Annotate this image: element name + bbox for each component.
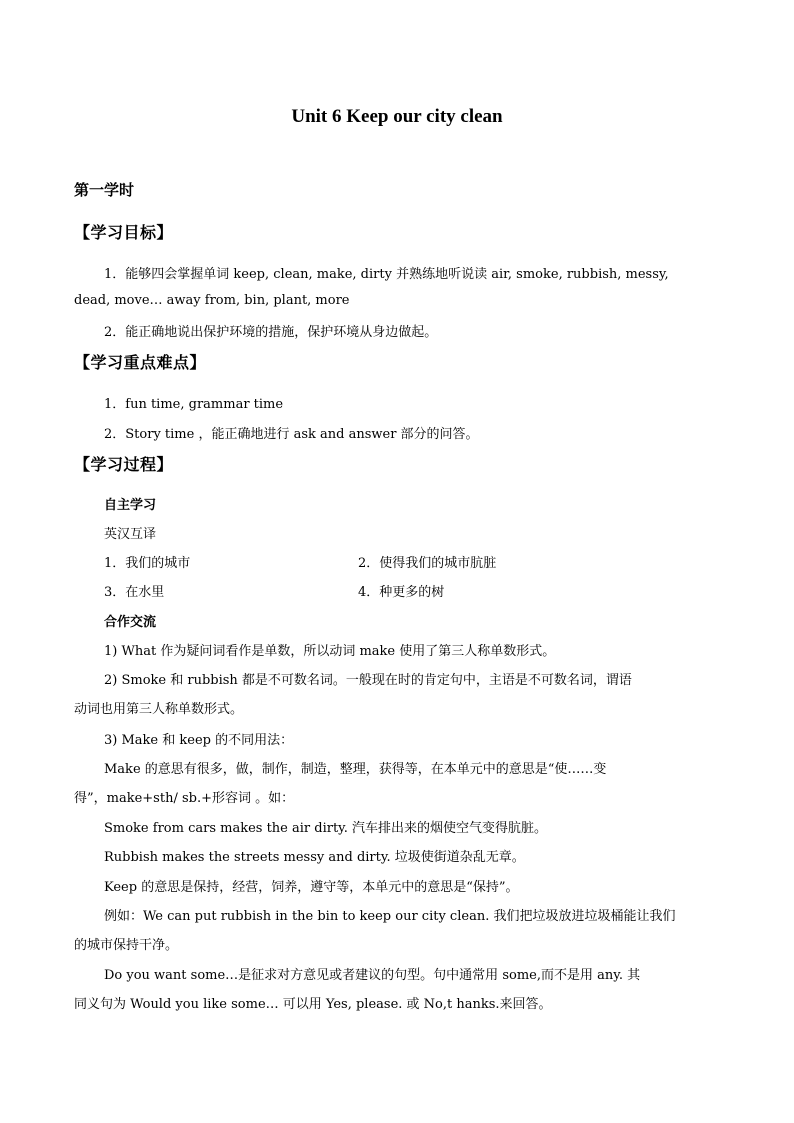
- objectives-heading: 【学习目标】: [74, 223, 174, 242]
- self-study-label: 自主学习: [104, 498, 157, 513]
- translate-item-2: 2．使得我们的城市肮脏: [358, 556, 497, 571]
- translate-item-4: 4．种更多的树: [358, 585, 445, 600]
- example-keep-line-2: 的城市保持干净。: [74, 938, 179, 953]
- note-3: 3) Make 和 keep 的不同用法：: [104, 733, 294, 748]
- translate-item-1: 1．我们的城市: [104, 556, 191, 571]
- note-some-line-2: 同义句为 Would you like some… 可以用 Yes, please. 或 No,t hanks.来回答。: [74, 997, 552, 1012]
- objective-item-1-line-2: dead, move… away from, bin, plant, more: [74, 293, 350, 308]
- objective-item-2: 2．能正确地说出保护环境的措施，保护环境从身边做起。: [104, 325, 438, 340]
- translate-item-3: 3．在水里: [104, 585, 165, 600]
- note-4-line-1: Make 的意思有很多，做，制作，制造，整理，获得等，在本单元中的意思是“使……变: [104, 762, 607, 777]
- example-keep-line-1: 例如：We can put rubbish in the bin to keep our city clean. 我们把垃圾放进垃圾桶能让我们: [104, 909, 676, 924]
- page-title: Unit 6 Keep our city clean: [291, 106, 503, 127]
- note-some-line-1: Do you want some…是征求对方意见或者建议的句型。句中通常用 some,而不是用 any. 其: [104, 968, 641, 983]
- lesson-heading: 第一学时: [74, 181, 135, 199]
- key-point-item-1: 1．fun time, grammar time: [104, 397, 284, 412]
- objective-item-1-line-1: 1．能够四会掌握单词 keep, clean, make, dirty 并熟练地听说读 air, smoke, rubbish, messy,: [104, 267, 669, 282]
- example-sentence-2: Rubbish makes the streets messy and dirty. 垃圾使街道杂乱无章。: [104, 850, 525, 865]
- process-heading: 【学习过程】: [74, 455, 174, 474]
- key-points-heading: 【学习重点难点】: [74, 353, 207, 372]
- key-point-item-2: 2．Story time ，能正确地进行 ask and answer 部分的问答。: [104, 427, 479, 442]
- note-2-line-1: 2) Smoke 和 rubbish 都是不可数名词。一般现在时的肯定句中，主语是不可数名词，谓语: [104, 673, 632, 688]
- note-1: 1) What 作为疑问词看作是单数，所以动词 make 使用了第三人称单数形式。: [104, 644, 556, 659]
- note-4-line-2: 得”，make+sth/ sb.+形容词 。如：: [74, 791, 295, 806]
- cooperation-label: 合作交流: [104, 615, 157, 630]
- translate-label: 英汉互译: [104, 527, 157, 542]
- note-2-line-2: 动词也用第三人称单数形式。: [74, 702, 244, 717]
- example-sentence-1: Smoke from cars makes the air dirty. 汽车排出来的烟使空气变得肮脏。: [104, 821, 548, 836]
- note-keep: Keep 的意思是保持，经营，饲养，遵守等，本单元中的意思是“保持”。: [104, 880, 519, 895]
